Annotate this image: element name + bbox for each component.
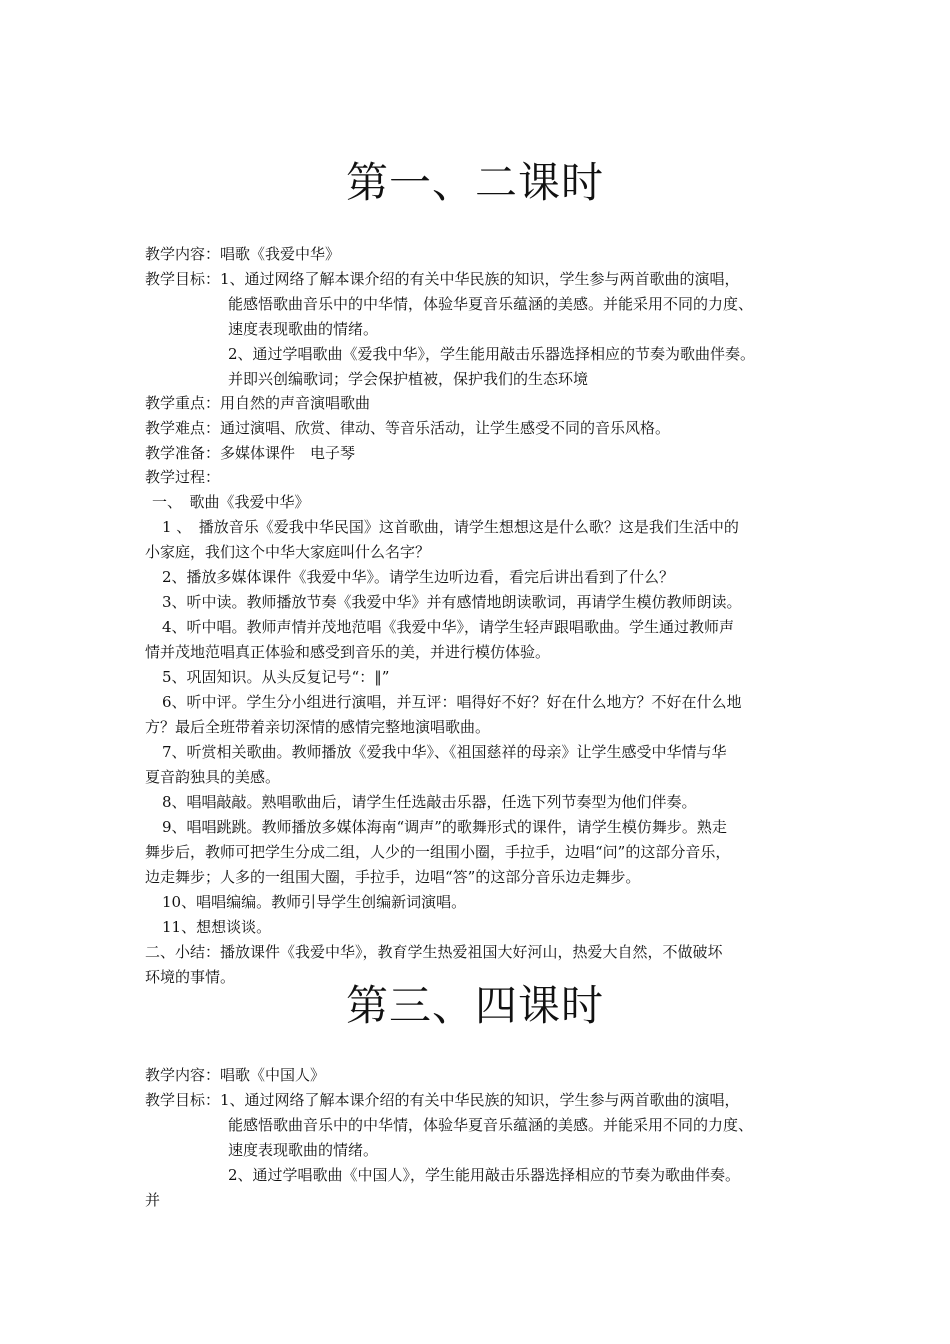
lesson1-step: 边走舞步；人多的一组围大圈，手拉手，边唱“答”的这部分音乐边走舞步。: [145, 868, 641, 886]
lesson1-step: 6、听中评。学生分小组进行演唱，并互评：唱得好不好？好在什么地方？不好在什么地: [162, 693, 742, 711]
lesson1-step: 11、想想谈谈。: [162, 918, 272, 936]
lesson1-content: 教学内容：唱歌《我爱中华》: [145, 245, 341, 263]
lesson1-section-heading: 一、 歌曲《我爱中华》: [152, 493, 310, 511]
lesson1-title: 第一、二课时: [345, 158, 604, 207]
lesson1-goal-line: 教学目标：1、通过网络了解本课介绍的有关中华民族的知识，学生参与两首歌曲的演唱，: [145, 270, 740, 288]
lesson2-goal-line: 能感悟歌曲音乐中的中华情，体验华夏音乐蕴涵的美感。并能采用不同的力度、: [228, 1116, 754, 1134]
lesson1-goal-line: 2、通过学唱歌曲《爱我中华》，学生能用敲击乐器选择相应的节奏为歌曲伴奏。: [228, 345, 756, 363]
lesson1-step: 小家庭，我们这个中华大家庭叫什么名字？: [145, 543, 431, 561]
lesson1-step: 4、听中唱。教师声情并茂地范唱《我爱中华》，请学生轻声跟唱歌曲。学生通过教师声: [162, 618, 735, 636]
lesson1-goal-line: 能感悟歌曲音乐中的中华情，体验华夏音乐蕴涵的美感。并能采用不同的力度、: [228, 295, 754, 313]
lesson1-process: 教学过程：: [145, 468, 221, 486]
lesson2-goal-line: 速度表现歌曲的情绪。: [228, 1141, 379, 1159]
lesson1-step: 3、听中读。教师播放节奏《我爱中华》并有感情地朗读歌词，再请学生模仿教师朗读。: [162, 593, 742, 611]
lesson1-step: 8、唱唱敲敲。熟唱歌曲后，请学生任选敲击乐器，任选下列节奏型为他们伴奏。: [162, 793, 697, 811]
lesson1-step: 5、巩固知识。从头反复记号“：‖”: [162, 668, 390, 686]
lesson2-goal-line: 教学目标：1、通过网络了解本课介绍的有关中华民族的知识，学生参与两首歌曲的演唱，: [145, 1091, 740, 1109]
lesson1-step: 方？最后全班带着亲切深情的感情完整地演唱歌曲。: [145, 718, 491, 736]
lesson2-goal-line: 2、通过学唱歌曲《中国人》，学生能用敲击乐器选择相应的节奏为歌曲伴奏。: [228, 1166, 741, 1184]
lesson2-title: 第三、四课时: [345, 981, 604, 1030]
lesson1-step: 1 、 播放音乐《爱我中华民国》这首歌曲，请学生想想这是什么歌？这是我们生活中的: [162, 518, 739, 536]
lesson1-step: 10、唱唱编编。教师引导学生创编新词演唱。: [162, 893, 467, 911]
lesson1-goal-line: 并即兴创编歌词；学会保护植被，保护我们的生态环境: [228, 370, 589, 388]
lesson2-content: 教学内容：唱歌《中国人》: [145, 1066, 326, 1084]
lesson1-step: 9、唱唱跳跳。教师播放多媒体海南“调声”的歌舞形式的课件，请学生模仿舞步。熟走: [162, 818, 727, 836]
lesson1-step: 舞步后，教师可把学生分成二组，人少的一组围小圈，手拉手，边唱“问”的这部分音乐，: [145, 843, 731, 861]
lesson1-focus: 教学重点：用自然的声音演唱歌曲: [145, 394, 371, 412]
lesson1-goal-line: 速度表现歌曲的情绪。: [228, 320, 379, 338]
lesson2-tail: 并: [145, 1191, 161, 1209]
lesson1-step: 情并茂地范唱真正体验和感受到音乐的美，并进行模仿体验。: [145, 643, 551, 661]
lesson1-step: 2、播放多媒体课件《我爱中华》。请学生边听边看，看完后讲出看到了什么？: [162, 568, 675, 586]
lesson1-step: 7、听赏相关歌曲。教师播放《爱我中华》、《祖国慈祥的母亲》让学生感受中华情与华: [162, 743, 727, 761]
lesson1-summary: 环境的事情。: [145, 968, 236, 986]
lesson1-difficulty: 教学难点：通过演唱、欣赏、律动、等音乐活动，让学生感受不同的音乐风格。: [145, 419, 671, 437]
lesson1-step: 夏音韵独具的美感。: [145, 768, 281, 786]
lesson1-prep: 教学准备：多媒体课件 电子琴: [145, 444, 356, 462]
lesson1-summary: 二、小结：播放课件《我爱中华》，教育学生热爱祖国大好河山，热爱大自然，不做破坏: [145, 943, 723, 961]
